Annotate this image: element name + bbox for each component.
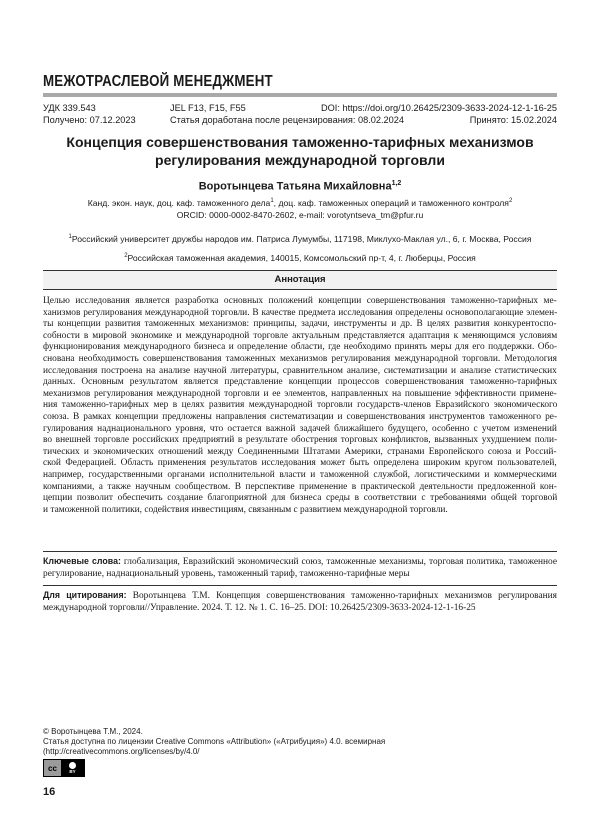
author-position — [43, 195, 557, 209]
author-name — [43, 180, 557, 193]
affiliation-1 — [43, 231, 557, 245]
license-text: Статья доступна по лицензии Creative Commons «Attribution» («Атрибуция») 4.0. всемирная — [43, 737, 386, 746]
position-sup1: 1 — [270, 198, 274, 204]
abstract-line: ханизмов регулирования международной торговли. В качестве предмета исследования определены основополагающие элемен- — [43, 307, 557, 318]
author-sup: 1,2 — [391, 180, 402, 187]
citation-label: Для цитирования: — [43, 590, 127, 600]
author-name-text: Воротынцева Татьяна Михайловна — [198, 180, 392, 193]
affiliation-text: Российская таможенная академия, 140015, Комсомольский пр-т, 4, г. Люберцы, Россия — [127, 252, 476, 263]
abstract-line: снована необходимость совершенствования таможенных механизмов регулирования международной торговли. Методология — [43, 353, 557, 364]
received-date: Получено: 07.12.2023 — [43, 115, 136, 125]
position-text-b: , доц. каф. таможенных операций и таможенного контроля — [273, 197, 509, 208]
position-sup2: 2 — [508, 198, 513, 204]
affiliation-sup: 2 — [124, 253, 128, 259]
udk: УДК 339.543 — [43, 103, 96, 113]
keywords — [43, 556, 557, 581]
abstract-line: цепции позволит обеспечить создание благоприятной для бизнеса среды в соответствии с требованиями общей торговой — [43, 493, 557, 504]
affiliation-2 — [43, 250, 557, 264]
abstract-line: собности в мировой экономике и международной торговле актуальным представляется адаптация к меняющимся условиям — [43, 330, 557, 341]
abstract-line: исследования построена на анализе научной литературы, сравнительном анализе, систематизации и анализе статистических — [43, 365, 557, 376]
abstract-line: данных. Основным результатом является представление концепции процессов совершенствования таможенно-тарифных — [43, 377, 557, 388]
abstract-line: гулирования наднационального уровня, что остается важной задачей ближайшего будущего, особенно с учетом изменений — [43, 423, 557, 434]
abstract-line: и таможенной политики, содействия инвестициям, связанным с развитием международной торговли. — [43, 504, 448, 515]
position-text-a: Канд. экон. наук, доц. каф. таможенного дела — [87, 197, 271, 208]
section-header — [43, 70, 557, 97]
abstract-line: Целью исследования является разработка основных положений концепции совершенствования таможенно-тарифных ме- — [43, 296, 557, 306]
by-icon — [61, 760, 84, 776]
abstract-line: союза. В рамках концепции предложены направления систематизации и совершенствования инструментов таможенного ре- — [43, 411, 557, 422]
doi-link[interactable]: DOI: https://doi.org/10.26425/2309-3633-2024-12-1-16-25 — [321, 103, 557, 113]
article-title — [43, 133, 557, 169]
jel-codes: JEL F13, F15, F55 — [170, 103, 246, 113]
abstract-line: во внешней торговле российских предприятий в результате обострения торговых конфликтов, вызванных ухудшением поли- — [43, 435, 557, 446]
abstract-line: механизмов регулирования международной торговли и ее элементов, направленных на повышение эффективности примене- — [43, 388, 557, 399]
license-url[interactable]: (http://creativecommons.org/licenses/by/4.0/ — [43, 747, 200, 756]
cc-by-license-badge[interactable] — [43, 759, 85, 777]
citation — [43, 590, 557, 615]
page-number: 16 — [43, 786, 56, 798]
keywords-label: Ключевые слова: — [43, 556, 121, 566]
abstract-line: ской Федерацией. Область применения результатов исследования может быть определена широким кругом пользователей, — [43, 458, 557, 469]
section-title: МЕЖОТРАСЛЕВОЙ МЕНЕДЖМЕНТ — [43, 73, 273, 90]
cc-icon: cc — [44, 760, 61, 776]
by-label: BY — [69, 769, 76, 774]
abstract-line: компаниями, а также научным сообществом. В перспективе применение в практической деятельности предложенной кон- — [43, 481, 557, 492]
copyright: © Воротынцева Т.М., 2024. — [43, 727, 143, 736]
affiliation-sup: 1 — [68, 234, 72, 240]
affiliation-text: Российский университет дружбы народов им. Патриса Лумумбы, 117198, Миклухо-Маклая ул., 6, г. Москва, Россия — [71, 233, 532, 244]
author-orcid-email[interactable]: ORCID: 0000-0002-8470-2602, e-mail: vorotyntseva_tm@pfur.ru — [176, 210, 424, 220]
citation-text: Воротынцева Т.М. Концепция совершенствования таможенно-тарифных механизмов регулирования международной торговли//Управление. 2024. Т. 12. № 1. С. 16–25. DOI: 10.26425/2309-3633-2024-12-1-16-25 — [43, 591, 557, 613]
divider — [43, 551, 557, 552]
keywords-text: глобализация, Евразийский экономический союз, таможенные механизмы, торговая политика, таможенное регулирование, наднациональный уровень, таможенный тариф, таможенно-тарифные меры — [43, 557, 558, 579]
section-rule — [43, 93, 557, 97]
abstract-line: ты концепции развития таможенных механизмов: принципы, задачи, инструменты и др. В целях развития конкурентоспо- — [43, 319, 557, 330]
person-icon — [69, 762, 76, 769]
abstract-body — [43, 296, 557, 516]
accepted-date: Принято: 15.02.2024 — [469, 115, 557, 125]
title-line: Концепция совершенствования таможенно-тарифных механизмов — [66, 134, 534, 150]
abstract-line: тических и экономических отношений между Соединенными Штатами Америки, странами Европейского союза и Россий- — [43, 446, 557, 457]
abstract-line: функционирования международного бизнеса и определение области, где необходимо принять меры для его поддержки. Обо- — [43, 342, 557, 353]
divider — [43, 585, 557, 586]
abstract-heading: Аннотация — [43, 270, 557, 290]
revised-date: Статья доработана после рецензирования: 08.02.2024 — [170, 115, 404, 125]
abstract-line: например, государственными органами исполнительной власти и таможенной службой, логистическими и коммерческими — [43, 469, 557, 480]
abstract-line: ния таможенно-тарифных мер в целях развития международной торговли государств-членов Евразийского экономического — [43, 400, 557, 411]
title-line: регулирования международной торговли — [155, 152, 445, 168]
